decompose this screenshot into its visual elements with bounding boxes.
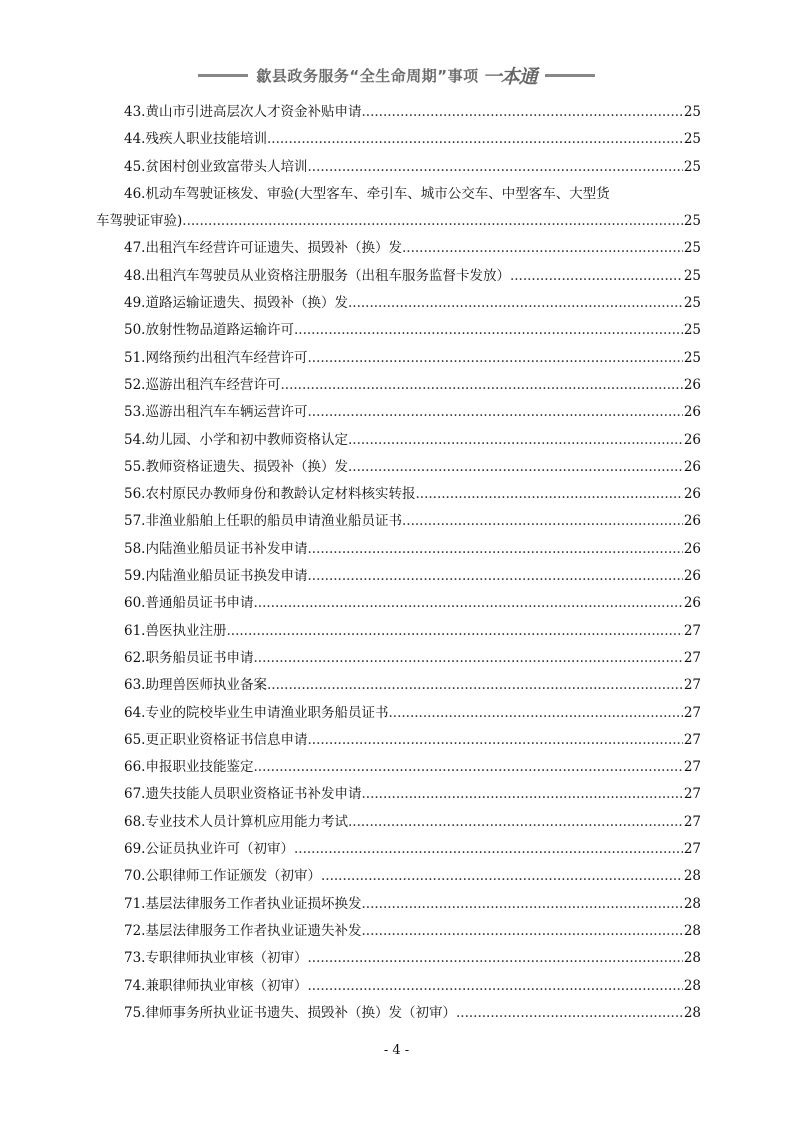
toc-entry-title: 74.兼职律师执业审核（初审） [124,977,308,994]
toc-entry[interactable] [96,727,701,754]
dot-leader [307,345,682,372]
toc-entry-title: 58.内陆渔业船员证书补发申请 [124,540,308,557]
toc-entry-page: 27 [683,759,701,776]
header-title: 歙县政务服务“全生命周期”事项 [256,67,479,85]
toc-entry-title: 43.黄山市引进高层次人才资金补贴申请 [124,104,362,120]
dot-leader [307,154,682,181]
toc-entry-title: 73.专职律师执业审核（初审） [124,950,308,967]
toc-entry-page: 25 [683,213,701,230]
toc-entry[interactable] [96,754,701,781]
toc-entry-page: 27 [683,677,701,694]
toc-entry-title: 60.普通船员证书申请 [124,595,254,612]
toc-entry-title: 51.网络预约出租汽车经营许可 [124,349,308,366]
toc-entry-page: 26 [683,568,701,585]
toc-entry-title: 70.公职律师工作证颁发（初审） [124,868,321,885]
toc-entry[interactable] [96,508,701,535]
toc-entry-title: 52.巡游出租汽车经营许可 [124,376,281,393]
dot-leader [402,508,683,535]
toc-entry[interactable] [96,945,701,972]
toc-entry[interactable] [96,1000,701,1027]
dot-leader [348,427,683,454]
toc-entry-page: 26 [683,540,701,557]
dot-leader [415,481,682,508]
toc-entry-page: 26 [683,486,701,503]
dot-leader [307,945,682,972]
toc-entry-page: 25 [683,349,701,366]
toc-entry-title: 66.申报职业技能鉴定 [124,759,254,776]
dot-leader [307,563,682,590]
toc-entry-title: 46.机动车驾驶证核发、审验(大型客车、牵引车、城市公交车、中型客车、大型货 [124,185,610,202]
page-header [0,62,793,89]
toc-entry-page: 28 [683,922,701,939]
toc-entry-page: 25 [683,322,701,339]
toc-entry[interactable] [96,317,701,344]
dot-leader [361,781,682,808]
dot-leader [307,399,682,426]
dot-leader [321,863,683,890]
toc-entry[interactable] [96,781,701,808]
toc-entry-page: 28 [683,868,701,885]
toc-entry-page: 26 [683,431,701,448]
toc-entry-page: 26 [683,458,701,475]
toc-entry-page: 27 [683,813,701,830]
dot-leader [294,317,683,344]
toc-entry[interactable] [96,563,701,590]
toc-entry[interactable] [96,973,701,1000]
toc-entry-page: 28 [683,895,701,912]
header-rule-right [545,74,595,77]
toc-entry[interactable] [96,99,701,126]
toc-entry[interactable] [96,590,701,617]
dot-leader [253,645,682,672]
dot-leader [388,700,682,727]
toc-entry-title: 72.基层法律服务工作者执业证遗失补发 [124,922,362,939]
toc-entry[interactable] [96,672,701,699]
dot-leader [307,973,682,1000]
toc-entry-page: 28 [683,977,701,994]
toc-entry[interactable] [96,290,701,317]
header-rule-left [198,74,248,77]
toc-entry-title: 75.律师事务所执业证书遗失、损毁补（换）发（初审） [124,1004,456,1021]
dot-leader [348,809,683,836]
dot-leader [402,235,683,262]
toc-entry[interactable] [96,836,701,863]
toc-entry[interactable] [96,454,701,481]
toc-entry-title: 57.非渔业船舶上任职的船员申请渔业船员证书 [124,513,402,530]
toc-entry-page: 25 [683,158,701,175]
dot-leader [307,727,682,754]
toc-entry-page: 25 [683,131,701,148]
toc-entry-page: 25 [683,240,701,257]
toc-entry[interactable] [96,345,701,372]
toc-entry-page: 25 [683,295,701,312]
dot-leader [348,454,683,481]
dot-leader [510,263,683,290]
dot-leader [361,99,682,126]
toc-entry-page: 27 [683,731,701,748]
dot-leader [253,754,682,781]
toc-entry-page: 26 [683,376,701,393]
toc-entry[interactable] [96,154,701,181]
toc-entry-page: 27 [683,649,701,666]
toc-entry[interactable] [96,481,701,508]
toc-entry-page: 26 [683,513,701,530]
toc-entry-page: 28 [683,950,701,967]
dot-leader [307,536,682,563]
toc-entry-title: 44.残疾人职业技能培训 [124,131,267,148]
toc-entry[interactable] [96,645,701,672]
toc-entry-title: 68.专业技术人员计算机应用能力考试 [124,813,348,830]
toc-entry-title: 65.更正职业资格证书信息申请 [124,731,308,748]
toc-entry[interactable] [96,126,701,153]
toc-entry[interactable] [96,536,701,563]
toc-entry[interactable] [96,427,701,454]
toc-entry-title: 61.兽医执业注册 [124,622,227,639]
toc-entry-continuation[interactable] [96,208,701,235]
dot-leader [361,918,682,945]
toc-entry-title: 56.农村原民办教师身份和教龄认定材料核实转报 [124,486,416,503]
toc-entry-title: 49.道路运输证遗失、损毁补（换）发 [124,295,348,312]
toc-entry-title: 47.出租汽车经营许可证遗失、损毁补（换）发 [124,240,402,257]
toc-entry[interactable] [96,399,701,426]
toc-entry-title: 63.助理兽医师执业备案 [124,677,267,694]
dot-leader [361,891,682,918]
dot-leader [348,290,683,317]
toc-entry-page: 28 [683,1004,701,1021]
page-number: - 4 - [383,1043,410,1058]
toc-entry-title: 53.巡游出租汽车车辆运营许可 [124,404,308,421]
dot-leader [267,672,683,699]
toc-entry[interactable] [96,372,701,399]
dot-leader [456,1000,683,1027]
toc-entry-title: 50.放射性物品道路运输许可 [124,322,294,339]
dot-leader [280,372,682,399]
toc-entry-page: 27 [683,786,701,803]
toc-entry-page: 25 [683,104,701,120]
dot-leader [267,126,683,153]
toc-entry[interactable] [96,235,701,262]
toc-entry-page: 25 [683,267,701,284]
toc-entry-title: 71.基层法律服务工作者执业证损坏换发 [124,895,362,912]
toc-entry-title: 55.教师资格证遗失、损毁补（换）发 [124,458,348,475]
toc-entry[interactable] [96,809,701,836]
dot-leader [182,208,683,235]
toc-entry[interactable] [96,891,701,918]
toc-entry-page: 26 [683,595,701,612]
toc-entry[interactable] [96,263,701,290]
toc-entry-title: 45.贫困村创业致富带头人培训 [124,158,308,175]
dot-leader [294,836,683,863]
dot-leader [253,590,682,617]
dot-leader [226,618,682,645]
toc-entry-page: 26 [683,404,701,421]
header-brand-logo: 一本通 [482,66,537,88]
toc-entry-title: 67.遗失技能人员职业资格证书补发申请 [124,786,362,803]
toc-entry[interactable] [96,181,701,208]
table-of-contents [96,99,701,1027]
toc-entry-page: 27 [683,704,701,721]
toc-entry-title: 54.幼儿园、小学和初中教师资格认定 [124,431,348,448]
toc-entry-page: 27 [683,841,701,858]
toc-entry[interactable] [96,618,701,645]
toc-entry-title: 48.出租汽车驾驶员从业资格注册服务（出租车服务监督卡发放） [124,267,510,284]
toc-entry[interactable] [96,918,701,945]
toc-entry-title: 62.职务船员证书申请 [124,649,254,666]
toc-entry-title-cont: 车驾驶证审验) [96,213,183,230]
toc-entry[interactable] [96,863,701,890]
toc-entry-title: 69.公证员执业许可（初审） [124,841,294,858]
toc-entry-title: 59.内陆渔业船员证书换发申请 [124,568,308,585]
toc-entry-page: 27 [683,622,701,639]
toc-entry[interactable] [96,700,701,727]
toc-entry-title: 64.专业的院校毕业生申请渔业职务船员证书 [124,704,389,721]
